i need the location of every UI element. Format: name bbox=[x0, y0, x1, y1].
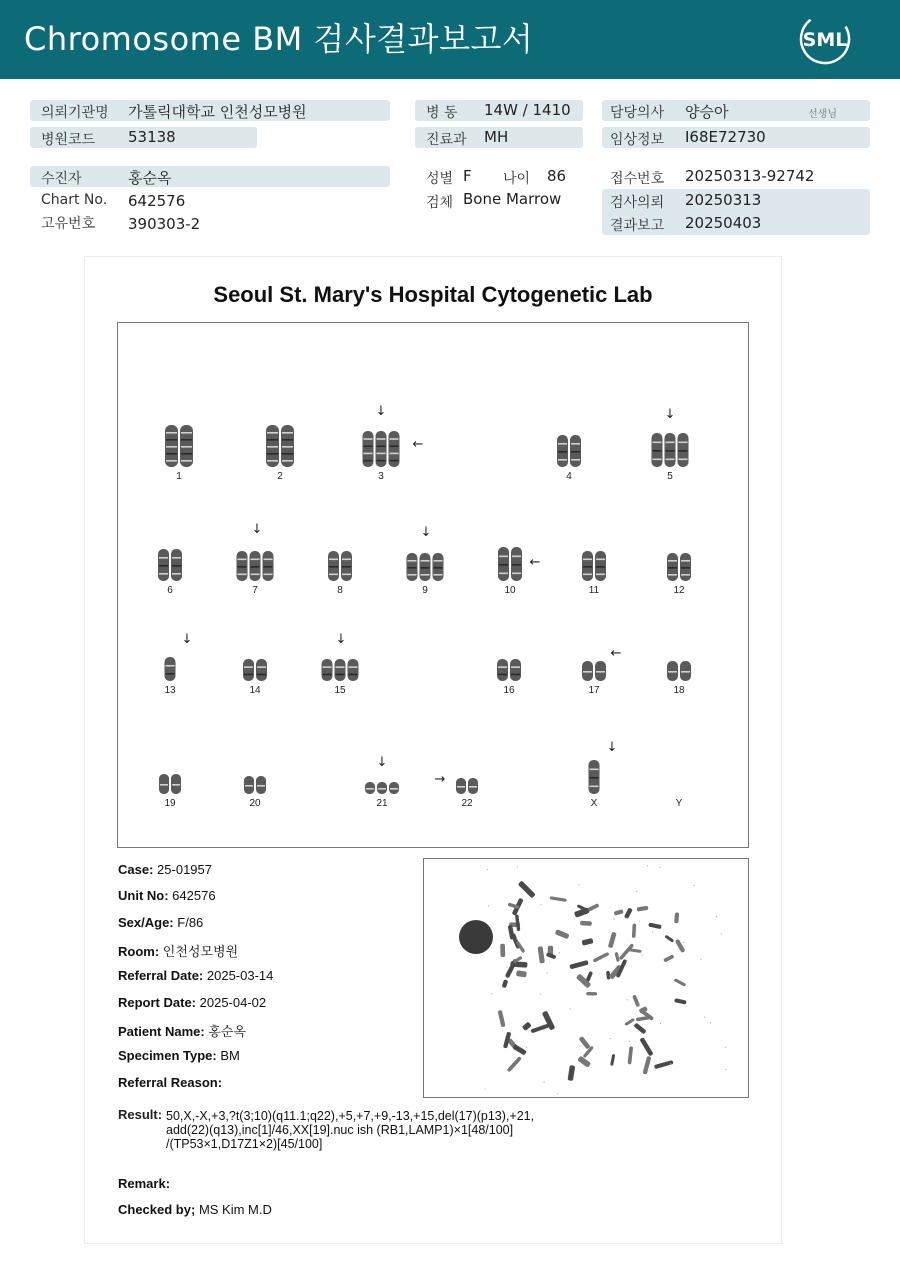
background-speck bbox=[557, 1093, 558, 1094]
background-speck bbox=[660, 1023, 661, 1024]
receipt-value: 20250313-92742 bbox=[685, 167, 815, 185]
patient-label: 수진자 bbox=[41, 171, 82, 187]
karyotype-image bbox=[118, 323, 750, 849]
chromosome-3 bbox=[363, 431, 400, 467]
abnormality-arrow-icon: ↓ bbox=[606, 740, 618, 755]
metaphase-chromosome bbox=[530, 1023, 549, 1033]
abnormality-arrow-icon: ← bbox=[529, 555, 541, 570]
chromosome-11 bbox=[582, 551, 606, 581]
background-speck bbox=[716, 916, 717, 917]
background-speck bbox=[721, 933, 722, 934]
lab-title: Seoul St. Mary's Hospital Cytogenetic Lab bbox=[213, 282, 653, 307]
metaphase-chromosome bbox=[674, 912, 679, 923]
chromosome-22 bbox=[456, 778, 478, 794]
receipt-label: 접수번호 bbox=[610, 171, 665, 187]
background-speck bbox=[579, 1045, 580, 1046]
abnormality-arrow-icon: ↓ bbox=[376, 755, 388, 770]
metaphase-chromosome bbox=[593, 952, 610, 963]
background-speck bbox=[700, 959, 701, 960]
sexage-line: Sex/Age: F/86 bbox=[118, 915, 204, 930]
chromosome-label-12: 12 bbox=[673, 585, 685, 596]
background-speck bbox=[541, 904, 542, 905]
chromosome-label-11: 11 bbox=[588, 585, 600, 596]
metaphase-chromosome bbox=[619, 943, 635, 960]
doctor-label: 담당의사 bbox=[610, 105, 665, 121]
background-speck bbox=[647, 865, 648, 866]
id-value: 390303-2 bbox=[128, 215, 201, 233]
metaphase-chromosome bbox=[632, 924, 636, 939]
chromosome-label-3: 3 bbox=[378, 471, 384, 482]
sex-value: F bbox=[463, 167, 472, 185]
chromosome-9 bbox=[407, 553, 444, 581]
metaphase-chromosome bbox=[674, 998, 687, 1004]
doctor-value: 양승아 bbox=[685, 103, 729, 121]
background-speck bbox=[578, 884, 579, 885]
chromosome-label-19: 19 bbox=[164, 798, 176, 809]
background-speck bbox=[694, 885, 695, 886]
metaphase-chromosome bbox=[580, 921, 592, 926]
case-line: Case: 25-01957 bbox=[118, 862, 212, 877]
background-speck bbox=[540, 993, 541, 994]
sex-label: 성별 bbox=[426, 171, 454, 187]
background-speck bbox=[559, 952, 560, 953]
abnormality-arrow-icon: ↓ bbox=[335, 632, 347, 647]
metaphase-chromosome bbox=[624, 1018, 635, 1026]
background-speck bbox=[613, 918, 614, 919]
page-title: Chromosome BM 검사결과보고서 bbox=[24, 20, 534, 58]
metaphase-chromosome bbox=[642, 1056, 651, 1075]
patient-bar bbox=[30, 166, 390, 187]
clinical-label: 임상정보 bbox=[610, 132, 665, 148]
background-speck bbox=[636, 891, 637, 892]
background-speck bbox=[506, 966, 507, 967]
sml-logo bbox=[795, 12, 855, 66]
metaphase-chromosome bbox=[502, 979, 509, 988]
chromosome-label-16: 16 bbox=[503, 685, 515, 696]
result-line-3: /(TP53×1,D17Z1×2)[45/100] bbox=[166, 1137, 323, 1151]
background-speck bbox=[725, 1047, 726, 1048]
svg-text:SML: SML bbox=[802, 29, 848, 51]
chromosome-14 bbox=[243, 659, 267, 681]
request-value: 20250313 bbox=[685, 191, 762, 209]
department-value: MH bbox=[484, 128, 509, 146]
metaphase-chromosome bbox=[610, 1054, 615, 1066]
background-speck bbox=[487, 869, 488, 870]
background-speck bbox=[491, 993, 492, 994]
karyotype-panel bbox=[117, 322, 749, 848]
chromosome-label-X: X bbox=[590, 798, 598, 809]
chromosome-label-2: 2 bbox=[277, 471, 283, 482]
metaphase-chromosome bbox=[567, 1065, 575, 1081]
chromosome-label-17: 17 bbox=[588, 685, 600, 696]
metaphase-chromosome bbox=[624, 907, 633, 919]
unit-line: Unit No: 642576 bbox=[118, 888, 216, 903]
patient-value: 홍순옥 bbox=[128, 169, 172, 187]
chromosome-1 bbox=[165, 425, 193, 467]
chromosome-13 bbox=[165, 657, 176, 681]
chromosome-label-9: 9 bbox=[422, 585, 428, 596]
chromosome-17 bbox=[582, 661, 606, 681]
background-speck bbox=[725, 1069, 726, 1070]
metaphase-chromosome bbox=[522, 1021, 532, 1031]
chromosome-19 bbox=[159, 774, 181, 794]
metaphase-image bbox=[424, 859, 750, 1099]
chromosome-6 bbox=[158, 549, 182, 581]
chromosome-20 bbox=[244, 776, 266, 794]
age-value: 86 bbox=[547, 167, 567, 185]
chromosome-21 bbox=[365, 782, 399, 794]
metaphase-chromosome bbox=[507, 1056, 522, 1072]
background-speck bbox=[639, 920, 640, 921]
chromosome-4 bbox=[557, 435, 581, 467]
remark-line: Remark: bbox=[118, 1176, 171, 1191]
chromosome-15 bbox=[322, 659, 359, 681]
metaphase-chromosome bbox=[664, 935, 674, 943]
metaphase-chromosome bbox=[654, 1060, 674, 1069]
metaphase-chromosome bbox=[636, 1015, 653, 1021]
chromosome-label-4: 4 bbox=[566, 471, 572, 482]
chromosome-label-20: 20 bbox=[249, 798, 261, 809]
metaphase-chromosome bbox=[608, 932, 617, 949]
ward-value: 14W / 1410 bbox=[484, 101, 571, 119]
abnormality-arrow-icon: ← bbox=[412, 437, 424, 452]
result-label: Result: bbox=[118, 1107, 163, 1122]
background-speck bbox=[526, 1046, 527, 1047]
chromosome-label-21: 21 bbox=[376, 798, 388, 809]
result-line-1: 50,X,-X,+3,?t(3;10)(q11.1;q22),+5,+7,+9,-13,+15,del(17)(p13),+21, bbox=[166, 1109, 535, 1123]
metaphase-chromosome bbox=[639, 1037, 653, 1056]
metaphase-chromosome bbox=[633, 1023, 646, 1035]
metaphase-chromosome bbox=[614, 952, 620, 962]
patient-name-line: Patient Name: 홍순옥 bbox=[118, 1024, 247, 1039]
room-line: Room: 인천성모병원 bbox=[118, 944, 239, 959]
background-speck bbox=[629, 1041, 630, 1042]
abnormality-arrow-icon: ↓ bbox=[375, 404, 387, 419]
background-speck bbox=[610, 1038, 611, 1039]
chromosome-label-15: 15 bbox=[334, 685, 346, 696]
chromosome-2 bbox=[266, 425, 294, 467]
chromosome-12 bbox=[667, 553, 691, 581]
ward-label: 병 동 bbox=[426, 105, 458, 121]
specimen-label: 검체 bbox=[426, 195, 454, 211]
metaphase-chromosome bbox=[500, 944, 505, 957]
chromosome-label-18: 18 bbox=[673, 685, 685, 696]
abnormality-arrow-icon: ↓ bbox=[664, 407, 676, 422]
doctor-suffix: 선생님 bbox=[808, 109, 837, 120]
background-speck bbox=[507, 977, 508, 978]
metaphase-chromosome bbox=[637, 906, 649, 912]
chromosome-label-14: 14 bbox=[249, 685, 261, 696]
metaphase-chromosome bbox=[627, 948, 641, 953]
chromosome-label-13: 13 bbox=[164, 685, 176, 696]
background-speck bbox=[570, 1008, 571, 1009]
chromosome-8 bbox=[328, 551, 352, 581]
metaphase-chromosome bbox=[614, 909, 624, 916]
metaphase-chromosome bbox=[516, 970, 527, 977]
background-speck bbox=[710, 1022, 711, 1023]
chromosome-16 bbox=[497, 659, 521, 681]
report-date-line: Report Date: 2025-04-02 bbox=[118, 995, 267, 1010]
chromosome-X bbox=[589, 760, 600, 794]
referral-reason-line: Referral Reason: bbox=[118, 1075, 223, 1090]
chromosome-label-22: 22 bbox=[461, 798, 473, 809]
chromosome-label-7: 7 bbox=[252, 585, 258, 596]
chromosome-10 bbox=[498, 547, 522, 581]
abnormality-arrow-icon: ↓ bbox=[181, 632, 193, 647]
metaphase-chromosome bbox=[555, 929, 570, 939]
background-speck bbox=[484, 1088, 485, 1089]
abnormality-arrow-icon: ← bbox=[610, 646, 622, 661]
chromosome-label-1: 1 bbox=[176, 471, 182, 482]
metaphase-chromosome bbox=[674, 978, 687, 987]
report-header bbox=[0, 0, 900, 79]
metaphase-chromosome bbox=[569, 960, 588, 969]
background-speck bbox=[547, 972, 548, 973]
metaphase-chromosome bbox=[550, 896, 567, 902]
chromosome-7 bbox=[237, 551, 274, 581]
chromosome-label-5: 5 bbox=[667, 471, 673, 482]
metaphase-chromosome bbox=[498, 1010, 506, 1027]
age-label: 나이 bbox=[503, 171, 531, 187]
chromosome-label-10: 10 bbox=[504, 585, 516, 596]
metaphase-chromosome bbox=[518, 880, 536, 898]
background-speck bbox=[660, 867, 661, 868]
chart-value: 642576 bbox=[128, 192, 186, 210]
hospital-code-label: 병원코드 bbox=[41, 132, 96, 148]
metaphase-chromosome bbox=[628, 1046, 634, 1064]
checked-line: Checked by; MS Kim M.D bbox=[118, 1202, 272, 1217]
report-value: 20250403 bbox=[685, 214, 762, 232]
background-speck bbox=[627, 999, 628, 1000]
chart-label: Chart No. bbox=[41, 192, 108, 208]
metaphase-chromosome bbox=[508, 925, 515, 940]
background-speck bbox=[543, 1030, 544, 1031]
metaphase-chromosome bbox=[538, 946, 545, 963]
background-speck bbox=[516, 938, 517, 939]
background-speck bbox=[544, 1082, 545, 1083]
result-line-2: add(22)(q13),inc[1]/46,XX[19].nuc ish (RB1,LAMP1)×1[48/100] bbox=[166, 1123, 514, 1137]
referral-date-line: Referral Date: 2025-03-14 bbox=[118, 968, 274, 983]
institution-label: 의뢰기관명 bbox=[41, 105, 109, 121]
background-speck bbox=[652, 931, 653, 932]
background-speck bbox=[517, 866, 518, 867]
report-label: 결과보고 bbox=[610, 218, 665, 234]
chromosome-label-6: 6 bbox=[167, 585, 173, 596]
clinical-value: I68E72730 bbox=[685, 128, 766, 146]
metaphase-chromosome bbox=[579, 1036, 591, 1050]
specimen-value: Bone Marrow bbox=[463, 190, 562, 208]
metaphase-chromosome bbox=[586, 992, 597, 996]
request-label: 검사의뢰 bbox=[610, 195, 665, 211]
specimen-type-line: Specimen Type: BM bbox=[118, 1048, 240, 1063]
chromosome-18 bbox=[667, 661, 691, 681]
abnormality-arrow-icon: → bbox=[434, 772, 446, 787]
interphase-nucleus bbox=[459, 920, 493, 954]
chromosome-5 bbox=[652, 433, 689, 467]
abnormality-arrow-icon: ↓ bbox=[251, 522, 263, 537]
metaphase-panel bbox=[423, 858, 749, 1098]
background-speck bbox=[670, 1063, 671, 1064]
metaphase-chromosome bbox=[663, 954, 674, 962]
chromosome-label-Y: Y bbox=[675, 798, 683, 809]
id-label: 고유번호 bbox=[41, 216, 96, 232]
background-speck bbox=[642, 955, 643, 956]
background-speck bbox=[488, 905, 489, 906]
department-label: 진료과 bbox=[426, 132, 467, 148]
background-speck bbox=[683, 942, 684, 943]
metaphase-chromosome bbox=[648, 923, 662, 930]
metaphase-chromosome bbox=[675, 939, 686, 953]
chromosome-label-8: 8 bbox=[337, 585, 343, 596]
background-speck bbox=[704, 1017, 705, 1018]
hospital-code-value: 53138 bbox=[128, 128, 176, 146]
metaphase-chromosome bbox=[582, 938, 594, 946]
metaphase-chromosome bbox=[632, 994, 640, 1007]
abnormality-arrow-icon: ↓ bbox=[420, 525, 432, 540]
institution-value: 가톨릭대학교 인천성모병원 bbox=[128, 103, 307, 121]
